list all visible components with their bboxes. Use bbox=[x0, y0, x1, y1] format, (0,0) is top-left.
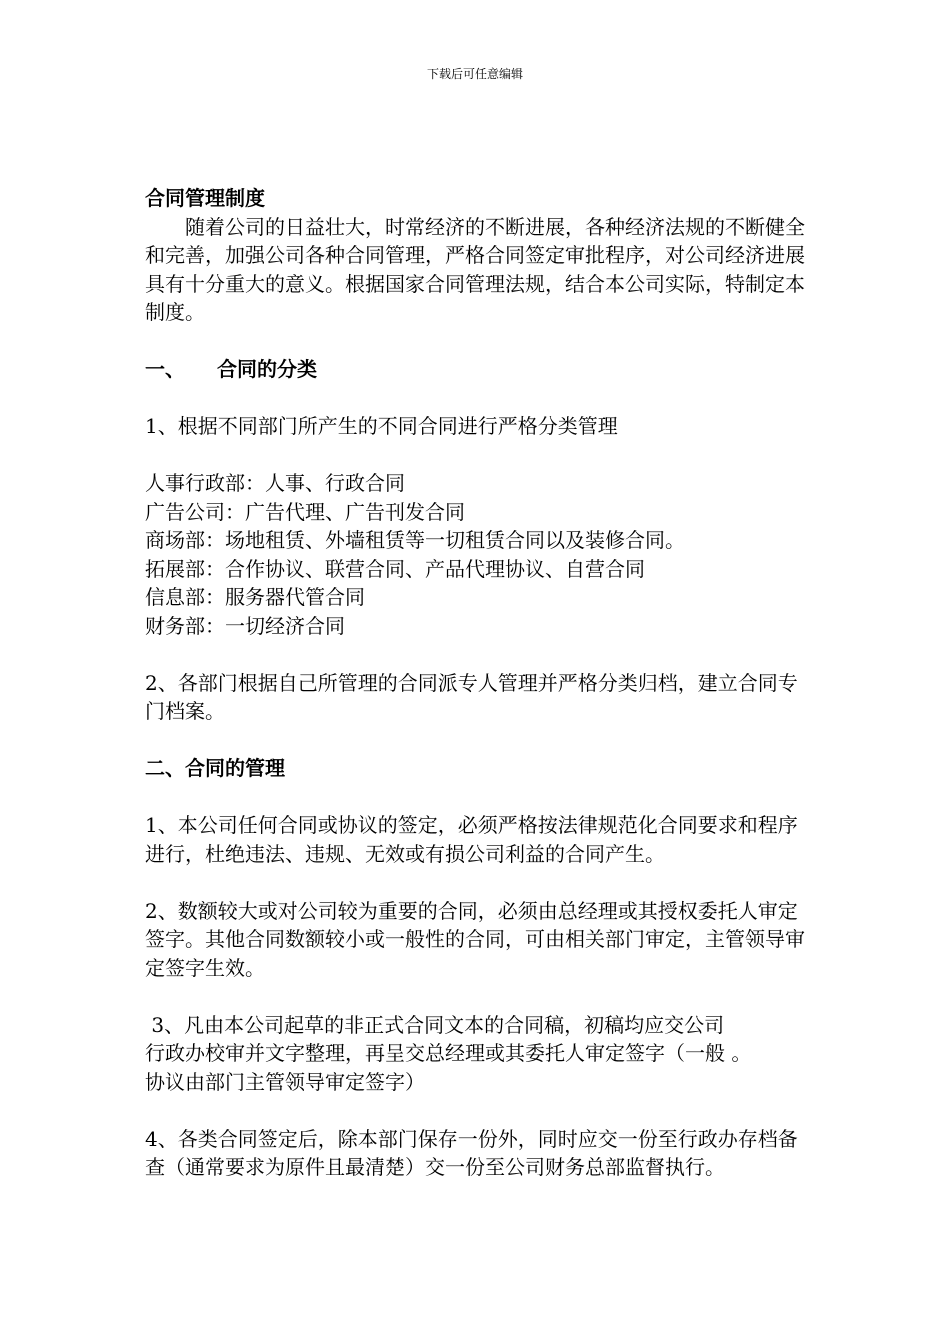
department-item: 商场部：场地租赁、外墙租赁等一切租赁合同以及装修合同。 bbox=[145, 528, 685, 552]
header-note: 下载后可任意编辑 bbox=[426, 67, 523, 81]
section-1-title: 合同的分类 bbox=[217, 357, 317, 381]
section-2-item-1: 1、本公司任何合同或协议的签定，必须严格按法律规范化合同要求和程序进行，杜绝违法、违规、无效或有损公司利益的合同产生。 bbox=[145, 813, 798, 866]
section-1-heading bbox=[145, 355, 815, 384]
document-title: 合同管理制度 bbox=[145, 186, 265, 210]
department-list bbox=[145, 469, 815, 640]
section-2-item-3-line: 协议由部门主管领导审定签字） bbox=[145, 1069, 425, 1094]
department-item: 人事行政部：人事、行政合同 bbox=[145, 471, 405, 495]
section-2-item-2: 2、数额较大或对公司较为重要的合同，必须由总经理或其授权委托人审定签字。其他合同数额较小或一般性的合同，可由相关部门审定，主管领导审定签字生效。 bbox=[145, 898, 805, 980]
section-2-heading: 二、合同的管理 bbox=[145, 756, 285, 780]
section-2-item-4: 4、各类合同签定后，除本部门保存一份外，同时应交一份至行政办存档备查（通常要求为原件且最清楚）交一份至公司财务总部监督执行。 bbox=[145, 1126, 798, 1179]
department-item: 信息部：服务器代管合同 bbox=[145, 585, 365, 609]
section-2-item-3-line: 3、凡由本公司起草的非正式合同文本的合同稿，初稿均应交公司 bbox=[145, 1012, 725, 1037]
section-2-item-3 bbox=[145, 1011, 815, 1097]
section-1-number: 一、 bbox=[145, 357, 185, 381]
document-body bbox=[145, 184, 815, 1182]
section-1-item-1: 1、根据不同部门所产生的不同合同进行严格分类管理 bbox=[145, 414, 618, 438]
department-item: 财务部：一切经济合同 bbox=[145, 613, 345, 638]
intro-paragraph: 随着公司的日益壮大，时常经济的不断进展，各种经济法规的不断健全和完善，加强公司各种合同管理，严格合同签定审批程序，对公司经济进展具有十分重大的意义。根据国家合同管理法规，结合本公司实际，特制定本制度。 bbox=[145, 214, 805, 324]
department-item: 广告公司：广告代理、广告刊发合同 bbox=[145, 499, 465, 524]
section-2-item-3-line: 行政办校审并文字整理，再呈交总经理或其委托人审定签字（一般 。 bbox=[145, 1041, 752, 1065]
department-item: 拓展部：合作协议、联营合同、产品代理协议、自营合同 bbox=[145, 556, 645, 581]
section-1-item-2: 2、各部门根据自己所管理的合同派专人管理并严格分类归档，建立合同专门档案。 bbox=[145, 670, 798, 723]
